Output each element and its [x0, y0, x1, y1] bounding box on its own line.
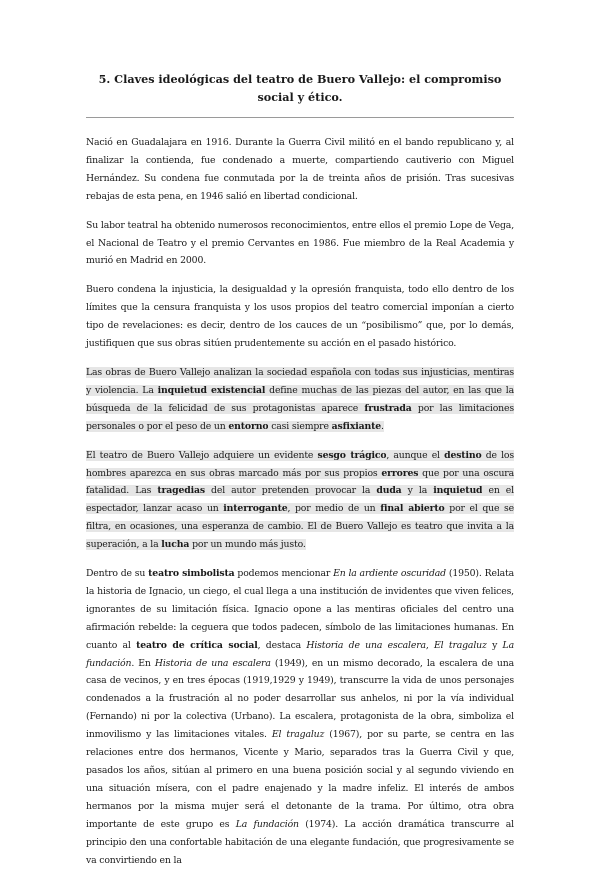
text-run: , por medio de un — [287, 503, 381, 515]
bold-term: asfixiante — [331, 420, 381, 432]
bold-term: sesgo trágico — [317, 449, 387, 461]
text-run: por las limitaciones personales o por el peso de un — [86, 402, 514, 432]
text-run: y la — [401, 485, 434, 497]
work-title: La fundación — [86, 639, 514, 669]
text-run: (1974). La acción dramática transcurre al principio den una confortable habitación de una elegante fundación, que progresivamente se va convirtiendo en la — [86, 818, 515, 866]
bold-term: duda — [376, 485, 402, 497]
text-run: y — [486, 639, 503, 651]
text-run: de los hombres aparezca en sus obras marcado más por sus propios — [86, 449, 514, 479]
text-run: en el espectador, lanzar acaso un — [86, 485, 514, 515]
text-run: por un mundo más justo. — [189, 539, 306, 551]
text-run: . — [380, 420, 384, 432]
work-title: El tragaluz — [434, 639, 487, 651]
bold-term: inquietud — [433, 485, 483, 497]
text-run: , aunque el — [386, 449, 445, 461]
paragraph-p1 — [86, 134, 514, 206]
text-run: , destaca — [257, 639, 307, 651]
bold-term: tragedias — [157, 485, 205, 497]
text-run: define muchas de las piezas del autor, en las que la búsqueda de la felicidad de sus protagonistas aparece — [86, 384, 514, 414]
paragraph-p2 — [86, 217, 514, 271]
work-title: Historia de una escalera — [154, 657, 271, 669]
text-run: Buero condena la injusticia, la desigualdad y la opresión franquista, todo ello dentro de los límites que la censura franquista y los usos propios del teatro comercial imponían a cierto tipo de revelaciones: es decir, dentro de los cauces de un “posibilismo” que, por lo demás, justifiquen que sus obras sitúen prudentemente su acción en el pasado histórico. — [86, 284, 514, 350]
bold-term: interrogante — [223, 503, 288, 515]
paragraph-p3 — [86, 281, 514, 353]
bold-term: final abierto — [380, 503, 445, 515]
document-body — [86, 134, 514, 869]
bold-term: errores — [381, 467, 419, 479]
text-run: Su labor teatral ha obtenido numerosos reconocimientos, entre ellos el premio Lope de Vega, el Nacional de Teatro y el premio Cervantes en 1986. Fue miembro de la Real Academia y murió en Madrid en 2000. — [86, 219, 514, 267]
work-title: El tragaluz — [271, 729, 325, 741]
work-title: En la ardiente oscuridad — [333, 568, 446, 580]
work-title: Historia de una escalera — [306, 639, 426, 651]
paragraph-p4 — [86, 364, 514, 436]
text-run: Dentro de su — [86, 568, 149, 580]
paragraph-p5 — [86, 447, 514, 554]
section-title: 5. Claves ideológicas del teatro de Buero Vallejo: el compromiso social y ético. — [98, 72, 502, 104]
text-run: (1967), por su parte, se centra en las relaciones entre dos hermanos, Vicente y Mario, separados tras la Guerra Civil y que, pasados los años, sitúan al primero en una buena posición social y al segundo viviendo en una situación mísera, con el padre enajenado y la madre infeliz. El interés de ambos hermanos por la misma mujer será el detonante de la trama. Por último, otra obra importante de este grupo es — [86, 729, 514, 830]
work-title: La fundación — [235, 818, 299, 830]
text-run: del autor pretenden provocar la — [204, 485, 377, 497]
text-run: El teatro de Buero Vallejo adquiere un evidente — [86, 449, 318, 461]
text-run: casi siempre — [268, 420, 332, 432]
text-run: , — [425, 639, 435, 651]
text-run: podemos mencionar — [234, 568, 334, 580]
text-run: (1949), en un mismo decorado, la escalera de una casa de vecinos, y en tres épocas (1919,1929 y 1949), transcurre la vida de unos personajes condenados a la frustración al no poder desarrollar sus anhelos, ni por la vía individual (Fernando) ni por la colectiva (Urbano). La escalera, protagonista de la obra, simboliza el inmovilismo y las limitaciones vitales. — [86, 657, 514, 741]
bold-term: lucha — [161, 539, 190, 551]
paragraph-p6 — [86, 565, 514, 869]
text-run: . En — [131, 657, 155, 669]
bold-term: frustrada — [364, 402, 412, 414]
bold-term: teatro simbolista — [148, 568, 235, 580]
bold-term: inquietud existencial — [157, 384, 266, 396]
text-run: Las obras de Buero Vallejo analizan la sociedad española con todas sus injusticias, mentiras y violencia. La — [86, 366, 514, 396]
text-run: (1950). Relata la historia de Ignacio, un ciego, el cual llega a una institución de invidentes que viven felices, ignorantes de su limitación física. Ignacio opone a las mentiras oficiales del centro una afirmación rebelde: la ceguera que todos padecen, símbolo de las limitaciones humanas. En cuanto al — [86, 568, 515, 651]
text-run: que por una oscura fatalidad. Las — [86, 467, 514, 497]
text-run: Nació en Guadalajara en 1916. Durante la Guerra Civil militó en el bando republicano y, al finalizar la contienda, fue condenado a muerte, compartiendo cautiverio con Miguel Hernández. Su condena fue conmutada por la de treinta años de prisión. Tras sucesivas rebajas de esta pena, en 1946 salió en libertad condicional. — [86, 137, 514, 202]
text-run: por el que se filtra, en ocasiones, una esperanza de cambio. El de Buero Vallejo es teatro que invita a la superación, a la — [86, 503, 514, 551]
bold-term: destino — [444, 449, 482, 461]
bold-term: entorno — [228, 420, 269, 432]
bold-term: teatro de crítica social — [136, 639, 258, 651]
title-divider — [86, 117, 514, 118]
